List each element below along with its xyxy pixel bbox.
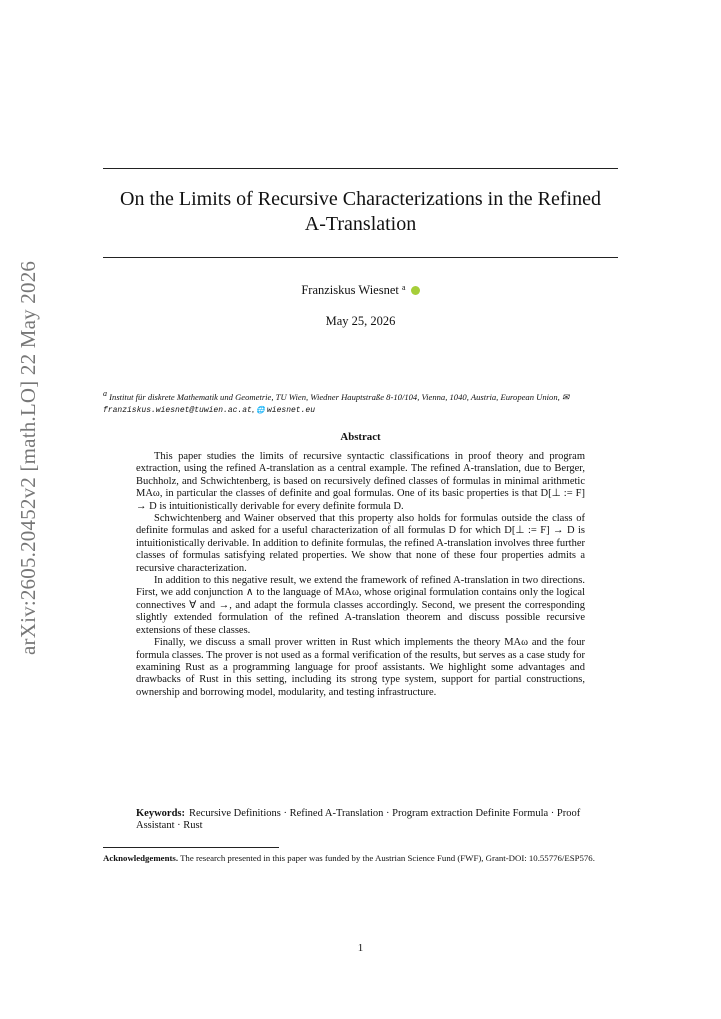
footnote-rule — [103, 847, 279, 848]
keywords — [136, 808, 585, 833]
abstract-paragraph-2: Schwichtenberg and Wainer observed that this property also holds for formulas outside the class of definite formulas and asked for a useful characterization of all formulas D for which D[⊥ := F] → D is intuitionistically derivable. In addition to definite formulas, the refined A-translation involves three further classes of formulas satisfying related properties. We show that none of these four properties admits a recursive characterization. — [136, 513, 585, 574]
keywords-label: Keywords: — [136, 808, 185, 819]
affiliation-mark: a — [103, 389, 107, 398]
title-line-2: A-Translation — [304, 213, 417, 235]
affiliation-separator: , — [251, 404, 257, 414]
paper-title — [103, 187, 618, 237]
website-link[interactable]: wiesnet.eu — [267, 406, 316, 415]
title-top-rule — [103, 168, 618, 169]
title-line-1: On the Limits of Recursive Characterizations in the Refined — [120, 188, 601, 210]
acknowledgements — [103, 852, 618, 864]
abstract-paragraph-1: This paper studies the limits of recursive syntactic classifications in proof theory and program extraction, using the refined A-translation as a central example. The refined A-translation, due to Berger, Buchholz, and Schwichtenberg, is based on recursively defined classes of formulas in minimal arithmetic MAω, in particular the classes of definite and goal formulas. One of its basic properties is that D[⊥ := F] → D is intuitionistically derivable for every definite formula D. — [136, 451, 585, 512]
affiliation — [103, 388, 618, 417]
title-bottom-rule — [103, 257, 618, 258]
web-icon: 🌐 — [256, 406, 265, 414]
keywords-text: Recursive Definitions · Refined A-Translation · Program extraction Definite Formula · Proof Assistant · Rust — [136, 808, 581, 832]
abstract-paragraph-3: In addition to this negative result, we extend the framework of refined A-translation in two directions. First, we add conjunction ∧ to the language of MAω, whose original formulation contains only the logical connectives ∀ and →, and adapt the formula classes accordingly. Second, we present the corresponding slightly extended formulation of the refined A-translation theorem and discuss possible recursive extensions of these classes. — [136, 575, 585, 636]
abstract-paragraph-4: Finally, we discuss a small prover written in Rust which implements the theory MAω and the four formula classes. The prover is not used as a formal verification of the results, but serves as a case study for examining Rust as a programming language for proof assistants. We highlight some advantages and drawbacks of Rust in this setting, including its strong type system, support for partial constructions, ownership and borrowing model, modularity, and testing infrastructure. — [136, 637, 585, 698]
acknowledgements-label: Acknowledgements. — [103, 853, 179, 863]
email-link[interactable]: franziskus.wiesnet@tuwien.ac.at — [103, 406, 252, 415]
paper-date: May 25, 2026 — [325, 314, 396, 328]
abstract-heading: Abstract — [340, 431, 381, 443]
author-line — [103, 283, 618, 298]
affiliation-text: Institut für diskrete Mathematik und Geometrie, TU Wien, Wiedner Hauptstraße 8-10/104, Vienna, 1040, Austria, European Union, ✉ — [109, 392, 570, 402]
author-name: Franziskus Wiesnet — [301, 283, 399, 297]
abstract-body — [136, 451, 585, 699]
orcid-icon[interactable] — [411, 286, 420, 295]
author-affiliation-mark: a — [401, 283, 406, 292]
page-number: 1 — [357, 942, 364, 954]
acknowledgements-text: The research presented in this paper was funded by the Austrian Science Fund (FWF), Grant-DOI: 10.55776/ESP576. — [180, 853, 595, 863]
arxiv-sidebar-label: arXiv:2605.20452v2 [math.LO] 22 May 2026 — [16, 260, 40, 655]
